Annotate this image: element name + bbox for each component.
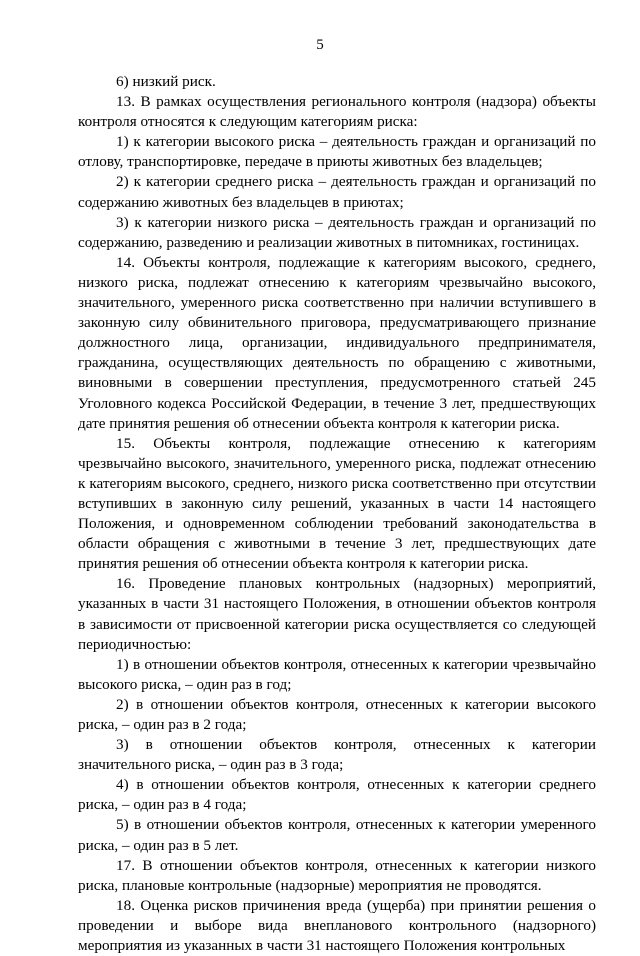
paragraph-15: 15. Объекты контроля, подлежащие отнесению к категориям чрезвычайно высокого, значительного, умеренного риска, подлежат отнесению к категориям высокого, среднего, низкого риска соответственно при отсутствии вступивших в законную силу решений, указанных в части 14 настоящего Положения, и одновременном соблюдении требований законодательства в области обращения с животными в течение 3 лет, предшествующих дате принятия решения об отнесении объекта контроля к категории риска.	[78, 434, 596, 573]
paragraph-6-low-risk: 6) низкий риск.	[116, 73, 216, 90]
paragraph-18: 18. Оценка рисков причинения вреда (ущерба) при принятии решения о проведении и выборе вида внепланового контрольного (надзорного) мероприятия из указанных в части 31 настоящего Положения контрольных	[78, 896, 596, 955]
paragraph-17: 17. В отношении объектов контроля, отнесенных к категории низкого риска, плановые контрольные (надзорные) мероприятия не проводятся.	[78, 856, 596, 894]
paragraph-16: 16. Проведение плановых контрольных (надзорных) мероприятий, указанных в части 31 настоящего Положения, в отношении объектов контроля в зависимости от присвоенной категории риска осуществляется со следующей периодичностью:	[78, 575, 596, 653]
paragraph-14: 14. Объекты контроля, подлежащие к категориям высокого, среднего, низкого риска, подлежат отнесению к категориям чрезвычайно высокого, значительного, умеренного риска соответственно при наличии вступившего в законную силу обвинительного приговора, предусматривающего признание должностного лица, организации, индивидуального предпринимателя, гражданина, осуществляющих деятельность по обращению с животными, виновными в совершении преступления, предусмотренного статьей 245 Уголовного кодекса Российской Федерации, в течение 3 лет, предшествующих дате принятия решения об отнесении объекта контроля к категории риска.	[78, 253, 596, 432]
paragraph-13-item-2: 2) к категории среднего риска – деятельность граждан и организаций по содержанию животных без владельцев в приютах;	[78, 173, 596, 211]
page-number: 5	[316, 37, 324, 53]
paragraph-16-item-1: 1) в отношении объектов контроля, отнесенных к категории чрезвычайно высокого риска, – один раз в год;	[78, 655, 596, 693]
paragraph-13: 13. В рамках осуществления регионального контроля (надзора) объекты контроля относятся к следующим категориям риска:	[78, 93, 596, 131]
document-body	[78, 72, 596, 956]
paragraph-16-item-5: 5) в отношении объектов контроля, отнесенных к категории умеренного риска, – один раз в 5 лет.	[78, 816, 596, 854]
paragraph-16-item-2: 2) в отношении объектов контроля, отнесенных к категории высокого риска, – один раз в 2 года;	[78, 695, 596, 733]
paragraph-13-item-1: 1) к категории высокого риска – деятельность граждан и организаций по отлову, транспортировке, передаче в приюты животных без владельцев;	[78, 133, 596, 171]
paragraph-16-item-4: 4) в отношении объектов контроля, отнесенных к категории среднего риска, – один раз в 4 года;	[78, 776, 596, 814]
paragraph-13-item-3: 3) к категории низкого риска – деятельность граждан и организаций по содержанию, разведению и реализации животных в питомниках, гостиницах.	[78, 213, 596, 251]
paragraph-16-item-3: 3) в отношении объектов контроля, отнесенных к категории значительного риска, – один раз в 3 года;	[78, 736, 596, 774]
